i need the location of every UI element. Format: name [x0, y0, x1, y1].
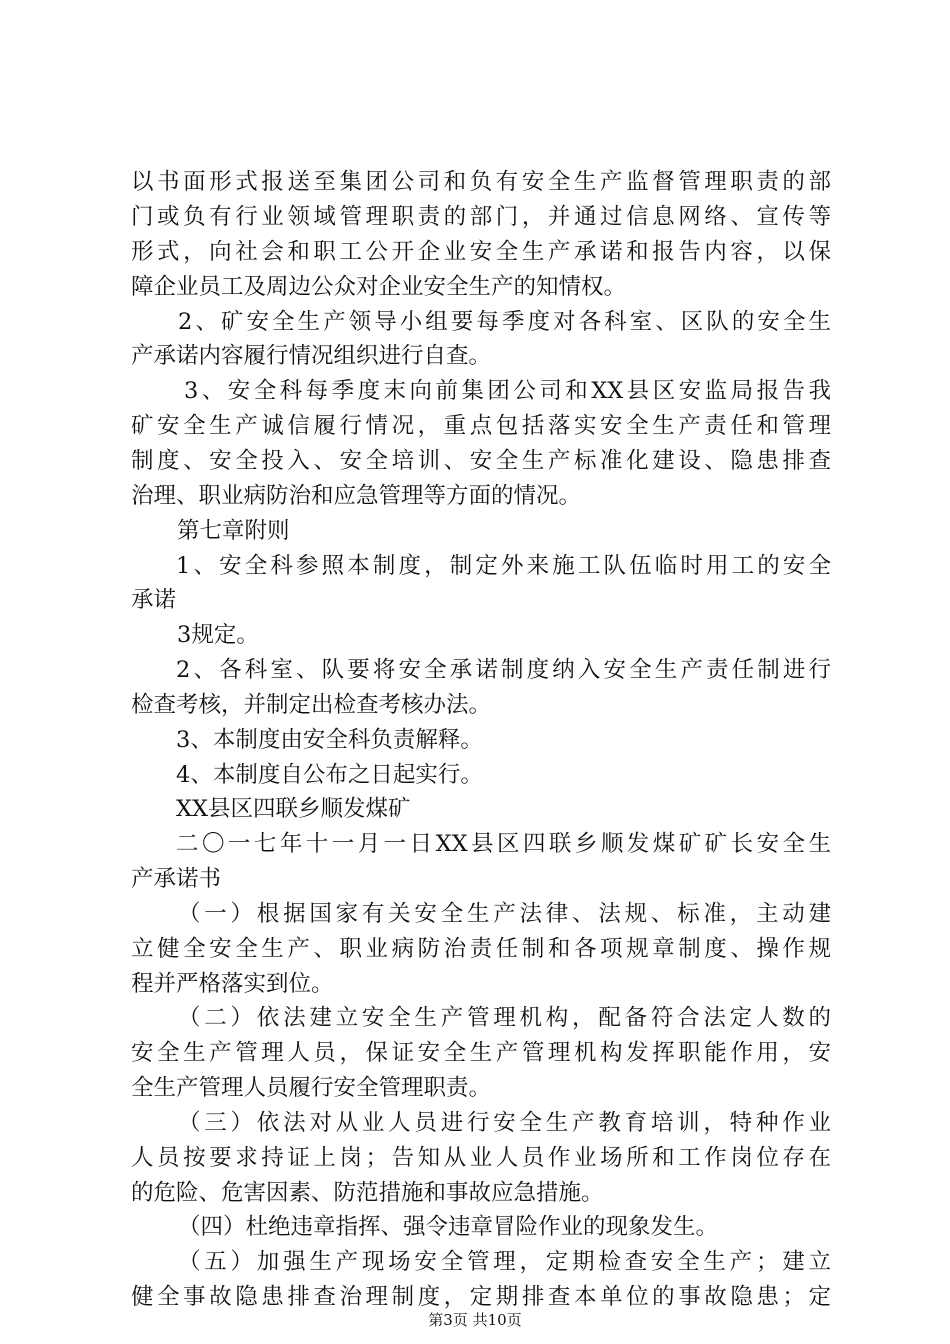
body-text-line: 矿安全生产诚信履行情况，重点包括落实安全生产责任和管理	[131, 413, 831, 439]
paragraph-first-line: 4、本制度自公布之日起实行。	[176, 762, 483, 788]
body-text-line: 检查考核，并制定出检查考核办法。	[131, 692, 492, 718]
body-text-line: 治理、职业病防治和应急管理等方面的情况。	[131, 483, 582, 509]
body-text-line: 安全生产管理人员，保证安全生产管理机构发挥职能作用，安	[131, 1040, 831, 1066]
body-text-line: 人员按要求持证上岗；告知从业人员作业场所和工作岗位存在	[131, 1145, 831, 1171]
body-text-line: 以书面形式报送至集团公司和负有安全生产监督管理职责的部	[131, 169, 831, 195]
body-text-line: 3规定。	[177, 622, 259, 648]
paragraph-first-line: （二）依法建立安全生产管理机构，配备符合法定人数的	[178, 1005, 831, 1031]
body-text-line: 承诺	[131, 587, 177, 613]
body-text-line: 形式，向社会和职工公开企业安全生产承诺和报告内容，以保	[131, 239, 831, 265]
paragraph-first-line: 2、矿安全生产领导小组要每季度对各科室、区队的安全生	[178, 309, 831, 335]
paragraph-first-line: 3、安全科每季度末向前集团公司和XX县区安监局报告我	[184, 378, 831, 404]
body-text-line: 全生产管理人员履行安全管理职责。	[131, 1075, 492, 1101]
paragraph-first-line: （五）加强生产现场安全管理，定期检查安全生产；建立	[178, 1249, 831, 1275]
body-text-line: 健全事故隐患排查治理制度，定期排查本单位的事故隐患；定	[131, 1284, 831, 1310]
paragraph-first-line: （三）依法对从业人员进行安全生产教育培训，特种作业	[178, 1110, 831, 1136]
body-text-line: 的危险、危害因素、防范措施和事故应急措施。	[131, 1180, 604, 1206]
signature-organization: XX县区四联乡顺发煤矿	[176, 796, 411, 822]
body-text-line: 制度、安全投入、安全培训、安全生产标准化建设、隐患排查	[131, 448, 831, 474]
paragraph-first-line: 二〇一七年十一月一日XX县区四联乡顺发煤矿矿长安全生	[176, 831, 831, 857]
body-text-line: 产承诺书	[131, 866, 222, 892]
page-footer: 第3页 共10页	[428, 1311, 522, 1329]
paragraph-first-line: 3、本制度由安全科负责解释。	[176, 727, 483, 753]
paragraph-first-line: （一）根据国家有关安全生产法律、法规、标准，主动建	[178, 901, 831, 927]
body-text-line: 障企业员工及周边公众对企业安全生产的知情权。	[131, 274, 627, 300]
paragraph-first-line: （四）杜绝违章指挥、强令违章冒险作业的现象发生。	[178, 1214, 719, 1240]
paragraph-first-line: 1、安全科参照本制度，制定外来施工队伍临时用工的安全	[176, 553, 831, 579]
paragraph-first-line: 2、各科室、队要将安全承诺制度纳入安全生产责任制进行	[176, 657, 831, 683]
body-text-line: 门或负有行业领域管理职责的部门，并通过信息网络、宣传等	[131, 204, 831, 230]
body-text-line: 立健全安全生产、职业病防治责任制和各项规章制度、操作规	[131, 936, 831, 962]
body-text-line: 产承诺内容履行情况组织进行自查。	[131, 343, 492, 369]
chapter-heading: 第七章附则	[177, 518, 290, 544]
body-text-line: 程并严格落实到位。	[131, 971, 334, 997]
